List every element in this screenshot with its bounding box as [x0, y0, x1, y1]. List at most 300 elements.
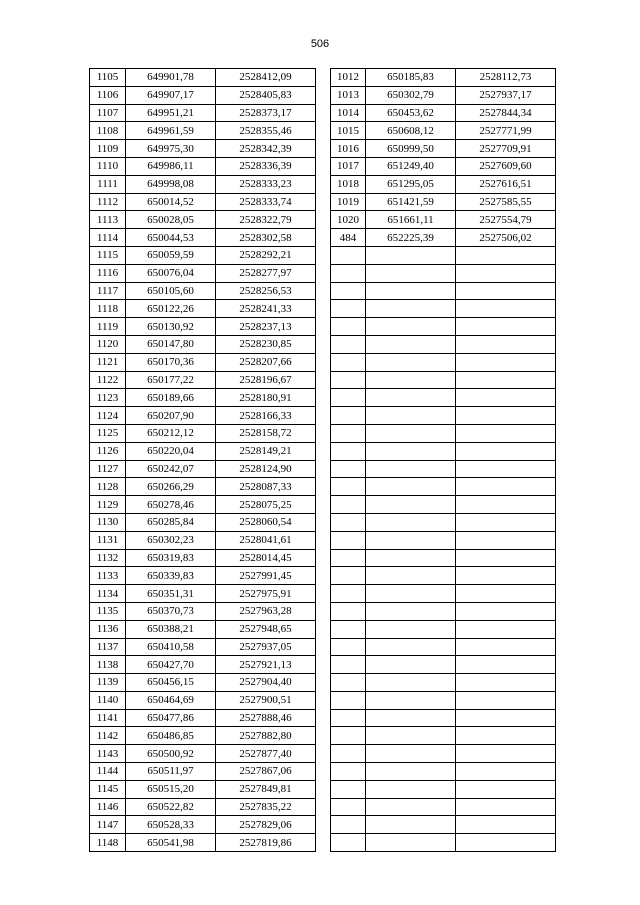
x-coordinate-cell: 650242,07	[126, 460, 216, 478]
table-row	[331, 407, 556, 425]
table-row	[90, 211, 316, 229]
y-coordinate-cell	[456, 389, 556, 407]
table-row	[90, 816, 316, 834]
x-coordinate-cell	[366, 763, 456, 781]
point-number-cell: 1136	[90, 620, 126, 638]
table-row	[90, 620, 316, 638]
y-coordinate-cell: 2528256,53	[216, 282, 316, 300]
x-coordinate-cell: 649961,59	[126, 122, 216, 140]
table-row	[90, 424, 316, 442]
table-row	[90, 691, 316, 709]
table-row	[331, 567, 556, 585]
table-body	[90, 69, 316, 852]
point-number-cell	[331, 246, 366, 264]
x-coordinate-cell: 650185,83	[366, 69, 456, 87]
x-coordinate-cell: 649998,08	[126, 175, 216, 193]
x-coordinate-cell: 650130,92	[126, 318, 216, 336]
table-row	[90, 567, 316, 585]
point-number-cell: 1014	[331, 104, 366, 122]
table-row	[331, 442, 556, 460]
y-coordinate-cell: 2527877,40	[216, 745, 316, 763]
point-number-cell	[331, 620, 366, 638]
point-number-cell: 1135	[90, 602, 126, 620]
point-number-cell	[331, 460, 366, 478]
point-number-cell	[331, 745, 366, 763]
y-coordinate-cell	[456, 638, 556, 656]
point-number-cell: 1129	[90, 496, 126, 514]
table-row	[90, 122, 316, 140]
y-coordinate-cell: 2528373,17	[216, 104, 316, 122]
x-coordinate-cell: 650456,15	[126, 674, 216, 692]
x-coordinate-cell	[366, 656, 456, 674]
x-coordinate-cell: 649907,17	[126, 86, 216, 104]
table-row	[90, 407, 316, 425]
y-coordinate-cell: 2528230,85	[216, 335, 316, 353]
y-coordinate-cell: 2528087,33	[216, 478, 316, 496]
x-coordinate-cell	[366, 513, 456, 531]
point-number-cell: 1017	[331, 157, 366, 175]
y-coordinate-cell: 2527921,13	[216, 656, 316, 674]
x-coordinate-cell	[366, 834, 456, 852]
x-coordinate-cell	[366, 674, 456, 692]
table-row	[90, 531, 316, 549]
x-coordinate-cell: 650999,50	[366, 140, 456, 158]
x-coordinate-cell: 650477,86	[126, 709, 216, 727]
table-row	[90, 282, 316, 300]
x-coordinate-cell	[366, 496, 456, 514]
y-coordinate-cell	[456, 674, 556, 692]
table-row	[331, 478, 556, 496]
table-row	[90, 780, 316, 798]
x-coordinate-cell: 650486,85	[126, 727, 216, 745]
x-coordinate-cell	[366, 549, 456, 567]
point-number-cell	[331, 780, 366, 798]
y-coordinate-cell: 2528336,39	[216, 157, 316, 175]
x-coordinate-cell: 649986,11	[126, 157, 216, 175]
x-coordinate-cell	[366, 300, 456, 318]
point-number-cell: 1122	[90, 371, 126, 389]
point-number-cell: 1125	[90, 424, 126, 442]
point-number-cell: 1015	[331, 122, 366, 140]
y-coordinate-cell: 2528207,66	[216, 353, 316, 371]
point-number-cell	[331, 531, 366, 549]
y-coordinate-cell: 2527867,06	[216, 763, 316, 781]
y-coordinate-cell: 2528241,33	[216, 300, 316, 318]
x-coordinate-cell: 650464,69	[126, 691, 216, 709]
y-coordinate-cell: 2527904,40	[216, 674, 316, 692]
y-coordinate-cell	[456, 602, 556, 620]
table-row	[90, 104, 316, 122]
y-coordinate-cell: 2528149,21	[216, 442, 316, 460]
table-row	[331, 798, 556, 816]
x-coordinate-cell: 650339,83	[126, 567, 216, 585]
x-coordinate-cell	[366, 264, 456, 282]
x-coordinate-cell	[366, 816, 456, 834]
y-coordinate-cell: 2528124,90	[216, 460, 316, 478]
x-coordinate-cell: 650147,80	[126, 335, 216, 353]
table-row	[331, 122, 556, 140]
table-row	[90, 674, 316, 692]
coordinates-table-left	[89, 68, 316, 852]
point-number-cell: 1142	[90, 727, 126, 745]
point-number-cell	[331, 282, 366, 300]
x-coordinate-cell: 650207,90	[126, 407, 216, 425]
point-number-cell: 1114	[90, 229, 126, 247]
table-row	[331, 246, 556, 264]
point-number-cell: 1145	[90, 780, 126, 798]
point-number-cell	[331, 335, 366, 353]
point-number-cell: 1132	[90, 549, 126, 567]
y-coordinate-cell	[456, 424, 556, 442]
y-coordinate-cell: 2528333,74	[216, 193, 316, 211]
y-coordinate-cell	[456, 460, 556, 478]
x-coordinate-cell	[366, 442, 456, 460]
x-coordinate-cell: 650170,36	[126, 353, 216, 371]
table-row	[331, 300, 556, 318]
x-coordinate-cell: 650410,58	[126, 638, 216, 656]
table-row	[331, 211, 556, 229]
x-coordinate-cell	[366, 727, 456, 745]
point-number-cell: 1144	[90, 763, 126, 781]
x-coordinate-cell: 651249,40	[366, 157, 456, 175]
table-row	[90, 353, 316, 371]
table-row	[331, 86, 556, 104]
table-row	[331, 229, 556, 247]
x-coordinate-cell: 650528,33	[126, 816, 216, 834]
x-coordinate-cell: 650220,04	[126, 442, 216, 460]
point-number-cell	[331, 371, 366, 389]
point-number-cell	[331, 798, 366, 816]
table-row	[331, 763, 556, 781]
point-number-cell: 1106	[90, 86, 126, 104]
table-row	[90, 638, 316, 656]
x-coordinate-cell: 650351,31	[126, 585, 216, 603]
point-number-cell: 1134	[90, 585, 126, 603]
table-row	[90, 442, 316, 460]
point-number-cell: 1130	[90, 513, 126, 531]
y-coordinate-cell: 2527506,02	[456, 229, 556, 247]
y-coordinate-cell: 2527585,55	[456, 193, 556, 211]
point-number-cell	[331, 763, 366, 781]
table-row	[90, 193, 316, 211]
point-number-cell: 1141	[90, 709, 126, 727]
x-coordinate-cell	[366, 798, 456, 816]
table-row	[90, 318, 316, 336]
y-coordinate-cell: 2528158,72	[216, 424, 316, 442]
table-row	[90, 335, 316, 353]
x-coordinate-cell	[366, 371, 456, 389]
point-number-cell	[331, 674, 366, 692]
point-number-cell: 1118	[90, 300, 126, 318]
point-number-cell	[331, 318, 366, 336]
point-number-cell: 1013	[331, 86, 366, 104]
x-coordinate-cell	[366, 460, 456, 478]
y-coordinate-cell	[456, 727, 556, 745]
y-coordinate-cell	[456, 709, 556, 727]
table-row	[90, 727, 316, 745]
point-number-cell: 1133	[90, 567, 126, 585]
y-coordinate-cell	[456, 798, 556, 816]
table-row	[331, 353, 556, 371]
x-coordinate-cell: 650608,12	[366, 122, 456, 140]
point-number-cell: 1119	[90, 318, 126, 336]
y-coordinate-cell: 2528041,61	[216, 531, 316, 549]
point-number-cell: 1143	[90, 745, 126, 763]
y-coordinate-cell: 2527882,80	[216, 727, 316, 745]
x-coordinate-cell: 650028,05	[126, 211, 216, 229]
table-row	[331, 602, 556, 620]
table-row	[90, 549, 316, 567]
table-row	[331, 816, 556, 834]
point-number-cell	[331, 353, 366, 371]
point-number-cell: 1108	[90, 122, 126, 140]
table-row	[331, 389, 556, 407]
table-row	[90, 513, 316, 531]
y-coordinate-cell: 2528014,45	[216, 549, 316, 567]
point-number-cell: 1019	[331, 193, 366, 211]
y-coordinate-cell	[456, 620, 556, 638]
table-row	[331, 638, 556, 656]
table-row	[331, 727, 556, 745]
point-number-cell: 1127	[90, 460, 126, 478]
y-coordinate-cell: 2528277,97	[216, 264, 316, 282]
x-coordinate-cell: 650285,84	[126, 513, 216, 531]
point-number-cell: 1105	[90, 69, 126, 87]
x-coordinate-cell: 650278,46	[126, 496, 216, 514]
table-row	[90, 175, 316, 193]
point-number-cell: 1124	[90, 407, 126, 425]
point-number-cell	[331, 727, 366, 745]
table-row	[331, 656, 556, 674]
x-coordinate-cell: 650541,98	[126, 834, 216, 852]
x-coordinate-cell	[366, 282, 456, 300]
point-number-cell: 1147	[90, 816, 126, 834]
y-coordinate-cell	[456, 282, 556, 300]
y-coordinate-cell	[456, 549, 556, 567]
table-row	[331, 674, 556, 692]
point-number-cell: 1109	[90, 140, 126, 158]
point-number-cell: 1140	[90, 691, 126, 709]
y-coordinate-cell: 2527819,86	[216, 834, 316, 852]
x-coordinate-cell: 651295,05	[366, 175, 456, 193]
y-coordinate-cell: 2527991,45	[216, 567, 316, 585]
table-row	[90, 229, 316, 247]
table-row	[90, 86, 316, 104]
y-coordinate-cell: 2527975,91	[216, 585, 316, 603]
y-coordinate-cell: 2527554,79	[456, 211, 556, 229]
x-coordinate-cell	[366, 478, 456, 496]
point-number-cell: 1107	[90, 104, 126, 122]
point-number-cell: 1115	[90, 246, 126, 264]
point-number-cell	[331, 549, 366, 567]
y-coordinate-cell: 2527900,51	[216, 691, 316, 709]
point-number-cell	[331, 496, 366, 514]
y-coordinate-cell: 2527835,22	[216, 798, 316, 816]
table-row	[90, 460, 316, 478]
table-row	[331, 424, 556, 442]
point-number-cell: 1121	[90, 353, 126, 371]
x-coordinate-cell	[366, 353, 456, 371]
y-coordinate-cell: 2527963,28	[216, 602, 316, 620]
table-row	[90, 264, 316, 282]
x-coordinate-cell: 650122,26	[126, 300, 216, 318]
x-coordinate-cell: 650370,73	[126, 602, 216, 620]
table-row	[331, 549, 556, 567]
x-coordinate-cell: 650076,04	[126, 264, 216, 282]
y-coordinate-cell	[456, 780, 556, 798]
page-number: 506	[310, 38, 330, 50]
x-coordinate-cell	[366, 246, 456, 264]
table-row	[331, 709, 556, 727]
table-row	[90, 371, 316, 389]
table-row	[90, 140, 316, 158]
table-row	[331, 69, 556, 87]
point-number-cell: 1116	[90, 264, 126, 282]
x-coordinate-cell: 650014,52	[126, 193, 216, 211]
x-coordinate-cell: 650266,29	[126, 478, 216, 496]
point-number-cell	[331, 691, 366, 709]
point-number-cell: 1016	[331, 140, 366, 158]
y-coordinate-cell	[456, 513, 556, 531]
point-number-cell: 1126	[90, 442, 126, 460]
table-row	[90, 709, 316, 727]
x-coordinate-cell	[366, 620, 456, 638]
y-coordinate-cell	[456, 763, 556, 781]
y-coordinate-cell	[456, 371, 556, 389]
y-coordinate-cell	[456, 264, 556, 282]
table-row	[331, 175, 556, 193]
point-number-cell: 1137	[90, 638, 126, 656]
y-coordinate-cell: 2527844,34	[456, 104, 556, 122]
y-coordinate-cell	[456, 585, 556, 603]
x-coordinate-cell	[366, 531, 456, 549]
x-coordinate-cell: 650302,23	[126, 531, 216, 549]
y-coordinate-cell: 2528075,25	[216, 496, 316, 514]
x-coordinate-cell: 650212,12	[126, 424, 216, 442]
x-coordinate-cell: 650302,79	[366, 86, 456, 104]
point-number-cell: 1110	[90, 157, 126, 175]
y-coordinate-cell	[456, 745, 556, 763]
table-row	[331, 585, 556, 603]
x-coordinate-cell: 650044,53	[126, 229, 216, 247]
y-coordinate-cell: 2528292,21	[216, 246, 316, 264]
y-coordinate-cell: 2528412,09	[216, 69, 316, 87]
table-row	[90, 656, 316, 674]
point-number-cell: 1131	[90, 531, 126, 549]
y-coordinate-cell	[456, 300, 556, 318]
x-coordinate-cell: 652225,39	[366, 229, 456, 247]
y-coordinate-cell	[456, 496, 556, 514]
x-coordinate-cell	[366, 585, 456, 603]
point-number-cell: 1148	[90, 834, 126, 852]
y-coordinate-cell	[456, 478, 556, 496]
point-number-cell	[331, 567, 366, 585]
point-number-cell: 484	[331, 229, 366, 247]
x-coordinate-cell: 650453,62	[366, 104, 456, 122]
table-row	[331, 193, 556, 211]
point-number-cell	[331, 585, 366, 603]
x-coordinate-cell	[366, 745, 456, 763]
point-number-cell: 1020	[331, 211, 366, 229]
y-coordinate-cell: 2528060,54	[216, 513, 316, 531]
point-number-cell	[331, 816, 366, 834]
x-coordinate-cell: 650189,66	[126, 389, 216, 407]
table-row	[90, 300, 316, 318]
x-coordinate-cell: 649975,30	[126, 140, 216, 158]
y-coordinate-cell	[456, 353, 556, 371]
point-number-cell	[331, 602, 366, 620]
y-coordinate-cell: 2527616,51	[456, 175, 556, 193]
table-row	[331, 780, 556, 798]
x-coordinate-cell: 650427,70	[126, 656, 216, 674]
x-coordinate-cell: 650059,59	[126, 246, 216, 264]
table-row	[331, 264, 556, 282]
point-number-cell	[331, 478, 366, 496]
table-row	[90, 763, 316, 781]
table-row	[90, 496, 316, 514]
point-number-cell	[331, 513, 366, 531]
table-row	[331, 745, 556, 763]
x-coordinate-cell: 650388,21	[126, 620, 216, 638]
table-body	[331, 69, 556, 852]
point-number-cell: 1111	[90, 175, 126, 193]
y-coordinate-cell	[456, 335, 556, 353]
point-number-cell: 1123	[90, 389, 126, 407]
y-coordinate-cell: 2528196,67	[216, 371, 316, 389]
y-coordinate-cell: 2528166,33	[216, 407, 316, 425]
table-row	[90, 745, 316, 763]
x-coordinate-cell: 650177,22	[126, 371, 216, 389]
point-number-cell: 1112	[90, 193, 126, 211]
x-coordinate-cell: 649901,78	[126, 69, 216, 87]
coordinates-table-right	[330, 68, 556, 852]
y-coordinate-cell: 2528333,23	[216, 175, 316, 193]
x-coordinate-cell	[366, 709, 456, 727]
x-coordinate-cell	[366, 691, 456, 709]
x-coordinate-cell	[366, 318, 456, 336]
point-number-cell	[331, 638, 366, 656]
table-row	[90, 834, 316, 852]
y-coordinate-cell: 2528405,83	[216, 86, 316, 104]
table-row	[331, 834, 556, 852]
y-coordinate-cell: 2528237,13	[216, 318, 316, 336]
point-number-cell: 1113	[90, 211, 126, 229]
table-row	[90, 69, 316, 87]
point-number-cell	[331, 442, 366, 460]
table-row	[90, 798, 316, 816]
x-coordinate-cell: 650515,20	[126, 780, 216, 798]
y-coordinate-cell	[456, 442, 556, 460]
table-row	[90, 585, 316, 603]
table-row	[331, 531, 556, 549]
point-number-cell: 1120	[90, 335, 126, 353]
point-number-cell	[331, 264, 366, 282]
y-coordinate-cell: 2528112,73	[456, 69, 556, 87]
point-number-cell	[331, 834, 366, 852]
y-coordinate-cell	[456, 407, 556, 425]
table-row	[331, 140, 556, 158]
x-coordinate-cell	[366, 335, 456, 353]
table-row	[331, 620, 556, 638]
y-coordinate-cell: 2527937,17	[456, 86, 556, 104]
y-coordinate-cell: 2527771,99	[456, 122, 556, 140]
y-coordinate-cell: 2527849,81	[216, 780, 316, 798]
y-coordinate-cell: 2527888,46	[216, 709, 316, 727]
x-coordinate-cell: 649951,21	[126, 104, 216, 122]
y-coordinate-cell: 2528355,46	[216, 122, 316, 140]
point-number-cell: 1117	[90, 282, 126, 300]
x-coordinate-cell: 650105,60	[126, 282, 216, 300]
